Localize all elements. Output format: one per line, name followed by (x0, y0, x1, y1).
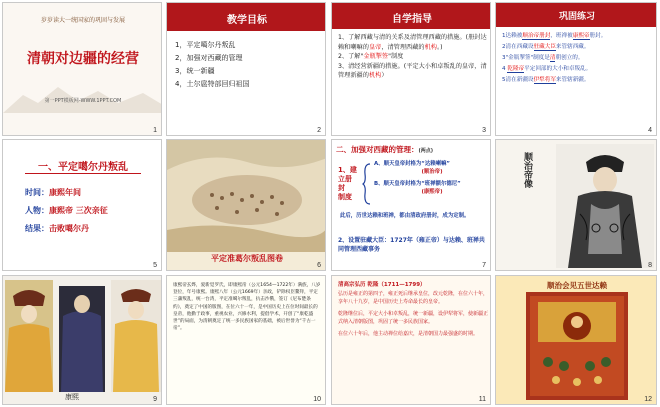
slide-number: 2 (317, 127, 321, 134)
slide-number: 6 (317, 262, 321, 269)
point-two: 2、设置驻藏大臣：1727年（雍正帝）与达赖、班禅共同管理西藏事务 (338, 237, 485, 253)
battle-scroll-painting (167, 140, 326, 252)
note-text: 此后，历世达赖和班禅，都由清政府册封，成为定制。 (340, 213, 470, 219)
slide-thumbnail-8[interactable] (495, 139, 657, 271)
slide-number: 11 (478, 396, 486, 403)
guide-text: 1、了解西藏与清的关系及清管理西藏的措施。(册封达赖和喇嘛的皇帝，清管理西藏的机构。) 2、了解"金瓶掣签"制度 3、清经营新疆的措施。(平定大小和卓叛乱的皇帝，清管理新疆的机构） (338, 34, 487, 79)
portrait-caption: 康熙 (65, 393, 79, 401)
section-rule (25, 173, 141, 174)
slide-thumbnail-12[interactable] (495, 275, 657, 405)
objective-item: 2，加强对西藏的管理 (175, 54, 243, 62)
exercise-item: 1达赖被顺治帝册封，班禅被康熙帝册封。 (502, 33, 607, 39)
exercise-item: 2清在西藏设驻藏大臣来管辖西藏。 (502, 44, 590, 50)
slide-thumbnail-1[interactable] (2, 2, 162, 136)
appointment-b: B、顺天皇帝封格为“班禅额尔德尼” (374, 181, 461, 187)
slide-number: 5 (153, 262, 157, 269)
slide-header-bar (332, 3, 491, 29)
slide-header-bar (167, 3, 326, 31)
slide-number: 1 (153, 127, 157, 134)
section-heading: 二、加强对西藏的管理：(两点) (336, 145, 434, 154)
appointment-a-emperor: (顺治帝) (421, 169, 443, 175)
kangxi-biography: 康熙帝玄烨，爱新觉罗氏，即康熙帝（公元1654—1722年）满族，八岁登位，年号康熙。康熙八年（公元1669年）亲政，铲除权臣鳌拜，平定三藩叛乱，统一台湾，平定准噶尔叛乱，抗击沙俄，签订《尼布楚条约》，奠定了中国的版图，在位六十一年，是中国历史上在位时间最长的皇帝，他勤于政事，重视农业，兴修水利，提倡学术，开创了“康乾盛世”的局面，为清朝奠定了统一多民族国家的基础，被后世誉为“千古一帝”。 (173, 283, 321, 332)
appointment-b-emperor: (康熙帝) (421, 189, 443, 195)
slide-thumbnail-9[interactable] (2, 275, 162, 405)
footer-text: 第一PPT模板网-WWW.1PPT.COM (44, 98, 122, 104)
slide-number: 4 (648, 127, 652, 134)
exercise-item: 5清在新疆设伊犁将军来管辖新疆。 (502, 77, 590, 83)
image-caption: 平定准葛尔叛乱图卷 (211, 254, 283, 263)
slide-number: 9 (153, 396, 157, 403)
portrait-title: 顺治帝像 (522, 152, 532, 188)
slide-title: 自学指导 (392, 14, 432, 25)
exercise-list (502, 31, 654, 86)
qianlong-paragraph: 乾隆继位后，平定大小和卓叛乱，统一新疆，设伊犁将军，使新疆正式纳入清朝版图，巩固了统一多民族国家。 (338, 310, 488, 326)
qianlong-title: 清高宗弘历 乾隆（1711—1799） (338, 282, 426, 288)
qianlong-paragraph: 弘历是雍正的第四子，雍正死后继承皇位，改元乾隆，在位六十年，享年八十九岁，是中国历史上寿命最长的皇帝。 (338, 291, 488, 306)
slide-thumbnail-5[interactable] (2, 139, 162, 271)
qianlong-paragraph: 在位六十年后，他主动禅位给嘉庆，是清朝国力最强盛的时期。 (338, 330, 479, 337)
brace-icon (362, 162, 372, 206)
fact-row: 结果：击败噶尔丹 (25, 224, 89, 233)
objective-item: 1，平定噶尔丹叛乱 (175, 41, 236, 49)
slide-header-bar (496, 3, 657, 27)
slide-thumbnail-3[interactable] (331, 2, 491, 136)
exercise-item: 3"金瓶掣签"制度是清朝创立的。 (502, 55, 584, 61)
slide-number: 10 (313, 396, 321, 403)
meeting-mural (526, 292, 628, 400)
slide-number: 8 (648, 262, 652, 269)
objective-item: 3，统一新疆 (175, 67, 215, 75)
kangxi-portraits (3, 276, 162, 394)
slide-thumbnail-11[interactable] (331, 275, 491, 405)
slide-title: 教学目标 (227, 15, 267, 26)
emperor-portrait (556, 144, 654, 268)
exercise-item: 4 乾隆帝平定回部的大小和卓叛乱。 (502, 66, 592, 72)
brace-label: 1、建 立册 封 制度 (338, 166, 357, 201)
slide-thumbnail-4[interactable] (495, 2, 657, 136)
slide-thumbnail-10[interactable] (166, 275, 326, 405)
slide-number: 12 (644, 396, 652, 403)
slide-thumbnail-2[interactable] (166, 2, 326, 136)
slide-title: 清朝对边疆的经营 (27, 51, 139, 67)
slide-thumbnail-7[interactable] (331, 139, 491, 271)
header-caption: 岁岁读大一统国家的巩固与发展 (40, 17, 125, 24)
fact-row: 人物：康熙帝 三次亲征 (25, 206, 108, 215)
appointment-a: A、顺天皇帝封格为“达赖喇嘛” (374, 161, 450, 167)
section-heading: 一、平定噶尔丹叛乱 (38, 162, 128, 173)
objective-item: 4，土尔扈特部回归祖国 (175, 80, 250, 88)
slide-title: 巩固练习 (558, 12, 595, 22)
fact-row: 时间：康熙年间 (25, 188, 81, 197)
slide-thumbnail-6[interactable] (166, 139, 326, 271)
slide-number: 7 (482, 262, 486, 269)
mountain-ink-decoration (3, 73, 162, 113)
slide-number: 3 (482, 127, 486, 134)
slide-title: 顺治会见五世达赖 (547, 281, 607, 290)
